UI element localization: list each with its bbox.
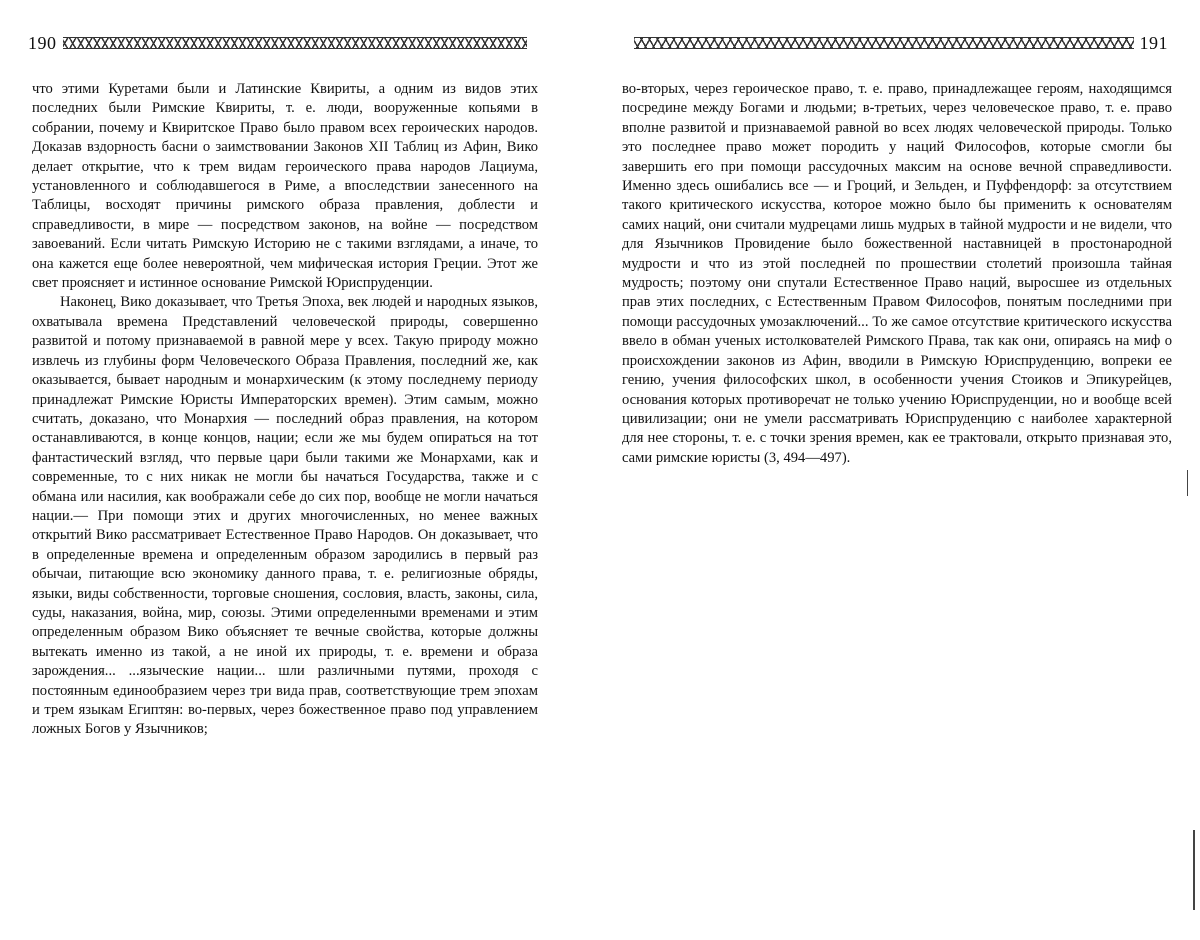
right-page-body (622, 80, 1172, 468)
left-paragraph-1: что этими Куретами были и Латинские Квириты, а одним из видов этих последних были Римские Квириты, т. е. люди, вооруженные копьями в собрании, почему и Квиритское Право было правом всех героических народов. Доказав вздорность басни о заимствовании Законов XII Таблиц из Афин, Вико делает открытие, что к трем видам героического права народов Лациума, установленного и соблюдавшегося в Риме, а впоследствии занесенного на Таблицы, восходят причины римского образа правления, доблести и справедливости, в мире — посредством законов, на войне — посредством завоеваний. Если читать Римскую Историю не с такими взглядами, а иначе, то она кажется еще более невероятной, чем мифическая история Греции. Этот же свет проясняет и истинное основание Римской Юриспруденции. (32, 81, 538, 292)
scan-edge-mark (1187, 470, 1188, 496)
left-page-number: 190 (28, 32, 57, 53)
right-page (600, 0, 1200, 940)
right-page-header (628, 28, 1168, 58)
right-paragraph-1: во-вторых, через героическое право, т. е. право, принадлежащее героям, находящимся посредине между Богами и людьми; в-третьих, через человеческое право, т. е. право вполне развитой и признаваемой равной во всех людях человеческой природы. Только это последнее право может породить у наций Философов, которые смогли бы завершить его при помощи рассудочных максим на основе вечной справедливости. Именно здесь ошибались все — и Гроций, и Зельден, и Пуффендорф: за отсутствием такого критического искусства, которое можно было бы применить к основателям самих наций, они считали мудрецами лишь мудрых в тайной мудрости и не видели, что для Язычников Провидение было божественной наставницей в простонародной мудрости и что из этой последней по прошествии столетий произошла тайная мудрость; поэтому они спутали Естественное Право наций, выросшее из отдельных прав этих последних, с Естественным Правом Философов, понятым последними при помощи рассудочных умозаключений... То же самое отсутствие критического искусства ввело в обман ученых истолкователей Римского Права, так как они, опираясь на миф о происхождении законов из Афин, вводили в Римскую Юриспруденцию, вопреки ее гению, учения философских школ, в особенности учения Стоиков и Эпикурейцев, основания которых противоречат не только учению Юриспруденции, но и вообще всей цивилизации; они не умели рассматривать Юриспруденцию с наиболее характерной для нее стороны, т. е. с точки зрения времен, как ее трактовали, открыто признавая это, сами римские юристы (3, 494—497). (622, 81, 1172, 466)
left-page-header (28, 28, 533, 58)
right-page-number: 191 (1139, 32, 1168, 53)
left-page-body (32, 80, 538, 740)
header-ornament (63, 37, 528, 49)
scan-edge-mark (1193, 830, 1195, 910)
header-ornament (634, 37, 1134, 49)
left-paragraph-2: Наконец, Вико доказывает, что Третья Эпоха, век людей и народных языков, охватывала времена Представлений человеческой природы, совершенно развитой и потому признаваемой в равной мере у всех. Такую природу можно извлечь из глубины форм Человеческого Образа Правления, последний же, как оказывается, бывает народным и монархическим (к этому последнему периоду принадлежат Римские Юристы Императорских времен). Этим самым, можно считать, доказано, что Монархия — последний образ правления, на котором останавливаются, в конце концов, нации; если же мы будем опираться на тот фантастический взгляд, что первые цари были такими же Монархами, как и современные, то с них никак не могли бы начаться Государства, также и с обмана или насилия, как воображали себе до сих пор, вообще не могли начаться нации.— При помощи этих и других многочисленных, но менее важных открытий Вико рассматривает Естественное Право Народов. Он доказывает, что в определенные времена и определенным образом зародились в первый раз обычаи, питающие всю экономику данного права, т. е. религиозные обряды, языки, виды собственности, торговые сношения, сословия, власть, законы, сила, суды, наказания, война, мир, союзы. Этими определенными временами и этим определенным образом Вико объясняет те вечные свойства, которые должны вытекать именно из такой, а не иной их природы, т. е. времени и образа зарождения... ...языческие нации... шли различными путями, проходя с постоянным единообразием через три вида прав, соответствующие трем эпохам и трем языкам Египтян: во-первых, через божественное право под управлением ложных Богов у Язычников; (32, 294, 538, 738)
